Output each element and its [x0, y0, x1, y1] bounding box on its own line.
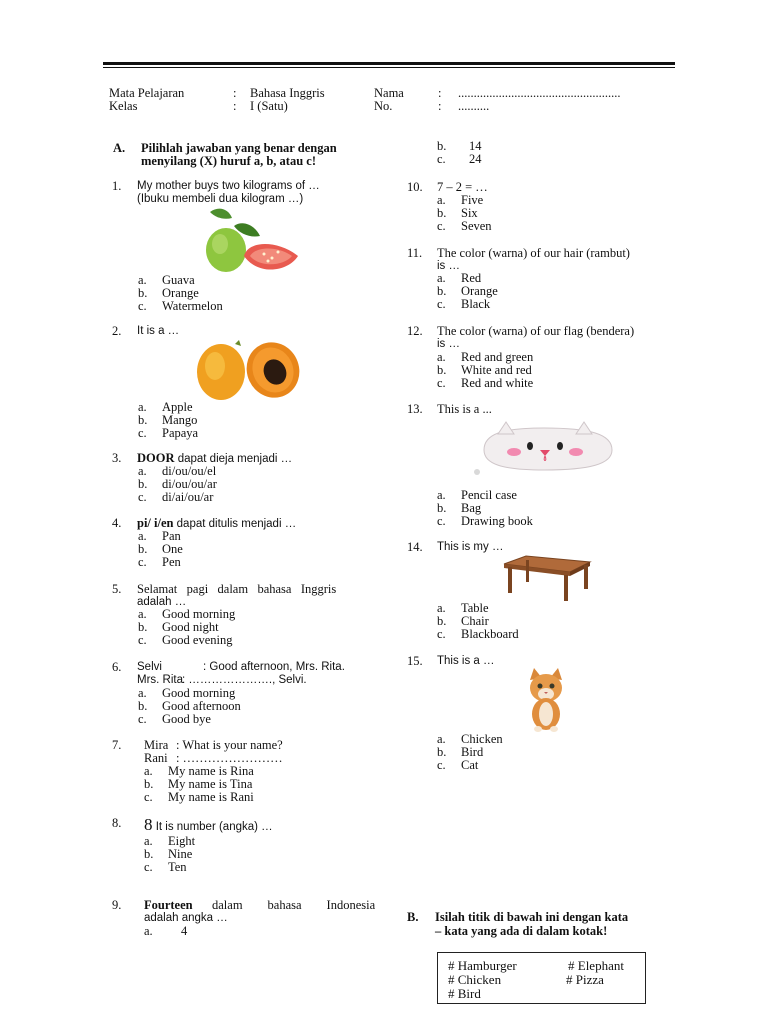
- option-b-letter: b.: [138, 699, 148, 713]
- option-c[interactable]: Papaya: [162, 426, 199, 440]
- option-b[interactable]: Chair: [461, 614, 489, 628]
- class-label: Kelas: [109, 99, 138, 113]
- question-text: dapat dieja menjadi …: [174, 453, 293, 465]
- option-c[interactable]: Cat: [461, 758, 479, 772]
- option-b[interactable]: Nine: [168, 847, 193, 861]
- option-c[interactable]: My name is Rani: [168, 790, 254, 804]
- colon: :: [233, 99, 237, 113]
- option-c-letter: c.: [437, 376, 446, 390]
- option-a[interactable]: 4: [181, 924, 188, 938]
- question-number: 12.: [407, 324, 423, 338]
- section-b-instruction: Isilah titik di bawah ini dengan kata: [435, 910, 629, 924]
- option-b-letter: b.: [437, 206, 447, 220]
- option-a-letter: a.: [437, 271, 446, 285]
- dialogue-line: : What is your name?: [176, 738, 283, 752]
- option-c[interactable]: Blackboard: [461, 627, 519, 641]
- option-c[interactable]: Black: [461, 297, 491, 311]
- section-b-letter: B.: [407, 910, 419, 924]
- question-number: 4.: [112, 516, 122, 530]
- word-elephant: # Elephant: [568, 958, 624, 973]
- option-a[interactable]: Chicken: [461, 732, 503, 746]
- option-c-letter: c.: [138, 299, 147, 313]
- option-c[interactable]: Drawing book: [461, 514, 533, 528]
- question-keyword: DOOR: [137, 451, 175, 465]
- word-chicken: # Chicken: [448, 972, 502, 987]
- option-c[interactable]: 24: [469, 152, 482, 166]
- class-value: I (Satu): [250, 99, 288, 113]
- option-c[interactable]: Watermelon: [162, 299, 223, 313]
- option-a[interactable]: Apple: [162, 400, 193, 414]
- option-c-letter: c.: [144, 790, 153, 804]
- question-text: dalam bahasa Indonesia: [212, 898, 376, 912]
- option-b[interactable]: Orange: [461, 284, 498, 298]
- word-hamburger: # Hamburger: [448, 958, 517, 973]
- question-text: adalah angka …: [144, 912, 228, 924]
- question-keyword: Fourteen: [144, 898, 193, 912]
- question-text: Selamat pagi dalam bahasa Inggris: [137, 582, 337, 596]
- question-number: 6.: [112, 660, 122, 674]
- option-b[interactable]: Mango: [162, 413, 198, 427]
- option-c-letter: c.: [138, 712, 147, 726]
- option-c-letter: c.: [437, 758, 446, 772]
- option-b-letter: b.: [437, 139, 447, 153]
- option-a[interactable]: Pencil case: [461, 488, 517, 502]
- option-c-letter: c.: [437, 152, 446, 166]
- speaker: Rani: [144, 751, 168, 765]
- question-number: 11.: [407, 246, 423, 260]
- option-a[interactable]: My name is Rina: [168, 764, 254, 778]
- option-c-letter: c.: [138, 555, 147, 569]
- word-pizza: # Pizza: [566, 972, 604, 987]
- question-number: 10.: [407, 180, 423, 194]
- option-a-letter: a.: [144, 764, 153, 778]
- option-b[interactable]: di/ou/ou/ar: [162, 477, 217, 491]
- question-number: 7.: [112, 738, 122, 752]
- option-b-letter: b.: [437, 614, 447, 628]
- option-b-letter: b.: [138, 620, 148, 634]
- option-a[interactable]: Red and green: [461, 350, 534, 364]
- option-c-letter: c.: [437, 514, 446, 528]
- subject-label: Mata Pelajaran: [109, 86, 185, 100]
- option-b[interactable]: 14: [469, 139, 482, 153]
- question-number: 13.: [407, 402, 423, 416]
- option-a-letter: a.: [437, 350, 446, 364]
- question-number: 9.: [112, 898, 122, 912]
- option-b-letter: b.: [437, 363, 447, 377]
- option-c-letter: c.: [144, 860, 153, 874]
- name-label: Nama: [374, 86, 404, 100]
- option-c[interactable]: Ten: [168, 860, 187, 874]
- option-b[interactable]: My name is Tina: [168, 777, 253, 791]
- option-a[interactable]: Five: [461, 193, 484, 207]
- option-c-letter: c.: [437, 297, 446, 311]
- option-a-letter: a.: [138, 464, 147, 478]
- question-number: 2.: [112, 324, 122, 338]
- option-a-letter: a.: [138, 607, 147, 621]
- option-b[interactable]: Good night: [162, 620, 219, 634]
- colon: :: [438, 99, 442, 113]
- dialogue-line: : ……………………: [176, 751, 283, 765]
- no-label: No.: [374, 99, 393, 113]
- guava-image: [198, 204, 302, 276]
- question-text: The color (warna) of our hair (rambut): [437, 246, 630, 260]
- big-number-eight: 8: [144, 815, 153, 834]
- option-a-letter: a.: [138, 400, 147, 414]
- option-b[interactable]: Orange: [162, 286, 199, 300]
- option-b-letter: b.: [437, 284, 447, 298]
- header-rule-thick: [103, 62, 675, 65]
- question-text: It is a …: [137, 325, 180, 337]
- option-c-letter: c.: [138, 633, 147, 647]
- option-b-letter: b.: [138, 477, 148, 491]
- option-a-letter: a.: [138, 529, 147, 543]
- question-text: This is a …: [437, 655, 495, 667]
- option-b-letter: b.: [437, 745, 447, 759]
- option-b-letter: b.: [144, 847, 154, 861]
- option-c-letter: c.: [138, 490, 147, 504]
- option-b[interactable]: One: [162, 542, 183, 556]
- option-c[interactable]: Pen: [162, 555, 181, 569]
- option-c[interactable]: Good evening: [162, 633, 233, 647]
- option-b[interactable]: Bird: [461, 745, 484, 759]
- option-a[interactable]: Red: [461, 271, 482, 285]
- speaker: Mrs. Rita: [137, 674, 183, 686]
- question-number: 14.: [407, 540, 423, 554]
- subject-value: Bahasa Inggris: [250, 86, 325, 100]
- option-a[interactable]: Table: [461, 601, 489, 615]
- section-b-instruction: – kata yang ada di dalam kotak!: [435, 924, 608, 938]
- question-text: This is a ...: [437, 402, 492, 416]
- option-a-letter: a.: [437, 732, 446, 746]
- section-a-letter: A.: [113, 141, 126, 155]
- question-text: This is my …: [437, 541, 504, 553]
- colon: :: [233, 86, 237, 100]
- option-a[interactable]: Good morning: [162, 686, 236, 700]
- option-a-letter: a.: [437, 601, 446, 615]
- question-number: 8.: [112, 816, 122, 830]
- option-c-letter: c.: [138, 426, 147, 440]
- option-b[interactable]: Six: [461, 206, 478, 220]
- question-text: is …: [437, 260, 460, 272]
- name-field[interactable]: ....................................................: [458, 86, 621, 100]
- option-a[interactable]: Good morning: [162, 607, 236, 621]
- speaker: Mira: [144, 738, 169, 752]
- header-rule-thin: [103, 67, 675, 68]
- word-bird: # Bird: [448, 986, 481, 1001]
- option-a-letter: a.: [138, 686, 147, 700]
- section-a-instruction: Pilihlah jawaban yang benar dengan: [141, 141, 337, 155]
- no-field[interactable]: ..........: [458, 99, 490, 113]
- question-text: dapat ditulis menjadi …: [173, 518, 297, 530]
- speaker: Selvi: [137, 661, 162, 673]
- question-text: 7 – 2 = …: [437, 180, 488, 194]
- colon: :: [438, 86, 442, 100]
- question-number: 5.: [112, 582, 122, 596]
- option-a[interactable]: Pan: [162, 529, 181, 543]
- option-a[interactable]: Eight: [168, 834, 196, 848]
- option-b-letter: b.: [437, 501, 447, 515]
- option-c[interactable]: di/ai/ou/ar: [162, 490, 214, 504]
- option-a[interactable]: di/ou/ou/el: [162, 464, 217, 478]
- option-c[interactable]: Good bye: [162, 712, 211, 726]
- dialogue-line: : …………………., Selvi.: [182, 674, 307, 686]
- question-text: adalah …: [137, 596, 187, 608]
- question-text: is …: [437, 338, 460, 350]
- option-c-letter: c.: [437, 627, 446, 641]
- question-number: 1.: [112, 179, 122, 193]
- option-b[interactable]: White and red: [461, 363, 532, 377]
- option-b[interactable]: Good afternoon: [162, 699, 241, 713]
- option-b-letter: b.: [138, 413, 148, 427]
- word-box: [437, 952, 646, 1004]
- section-a-instruction: menyilang (X) huruf a, b, atau c!: [141, 154, 317, 168]
- option-b[interactable]: Bag: [461, 501, 482, 515]
- pencil-case-image: [472, 420, 617, 478]
- option-c-letter: c.: [437, 219, 446, 233]
- cat-image: [520, 666, 572, 732]
- option-a-letter: a.: [144, 924, 153, 938]
- option-a[interactable]: Guava: [162, 273, 195, 287]
- option-a-letter: a.: [437, 193, 446, 207]
- question-text: (Ibuku membeli dua kilogram …): [137, 193, 304, 205]
- option-a-letter: a.: [437, 488, 446, 502]
- dialogue-line: : Good afternoon, Mrs. Rita.: [203, 661, 345, 673]
- option-b-letter: b.: [144, 777, 154, 791]
- option-a-letter: a.: [144, 834, 153, 848]
- question-text: My mother buys two kilograms of …: [137, 180, 320, 192]
- option-a-letter: a.: [138, 273, 147, 287]
- table-image: [500, 554, 592, 602]
- option-b-letter: b.: [138, 286, 148, 300]
- option-b-letter: b.: [138, 542, 148, 556]
- question-number: 15.: [407, 654, 423, 668]
- option-c[interactable]: Seven: [461, 219, 492, 233]
- question-number: 3.: [112, 451, 122, 465]
- question-text: It is number (angka) …: [152, 821, 273, 833]
- papaya-image: [193, 338, 305, 402]
- question-text: The color (warna) of our flag (bendera): [437, 324, 635, 338]
- question-keyword: pi/ i/en: [137, 516, 174, 530]
- option-c[interactable]: Red and white: [461, 376, 534, 390]
